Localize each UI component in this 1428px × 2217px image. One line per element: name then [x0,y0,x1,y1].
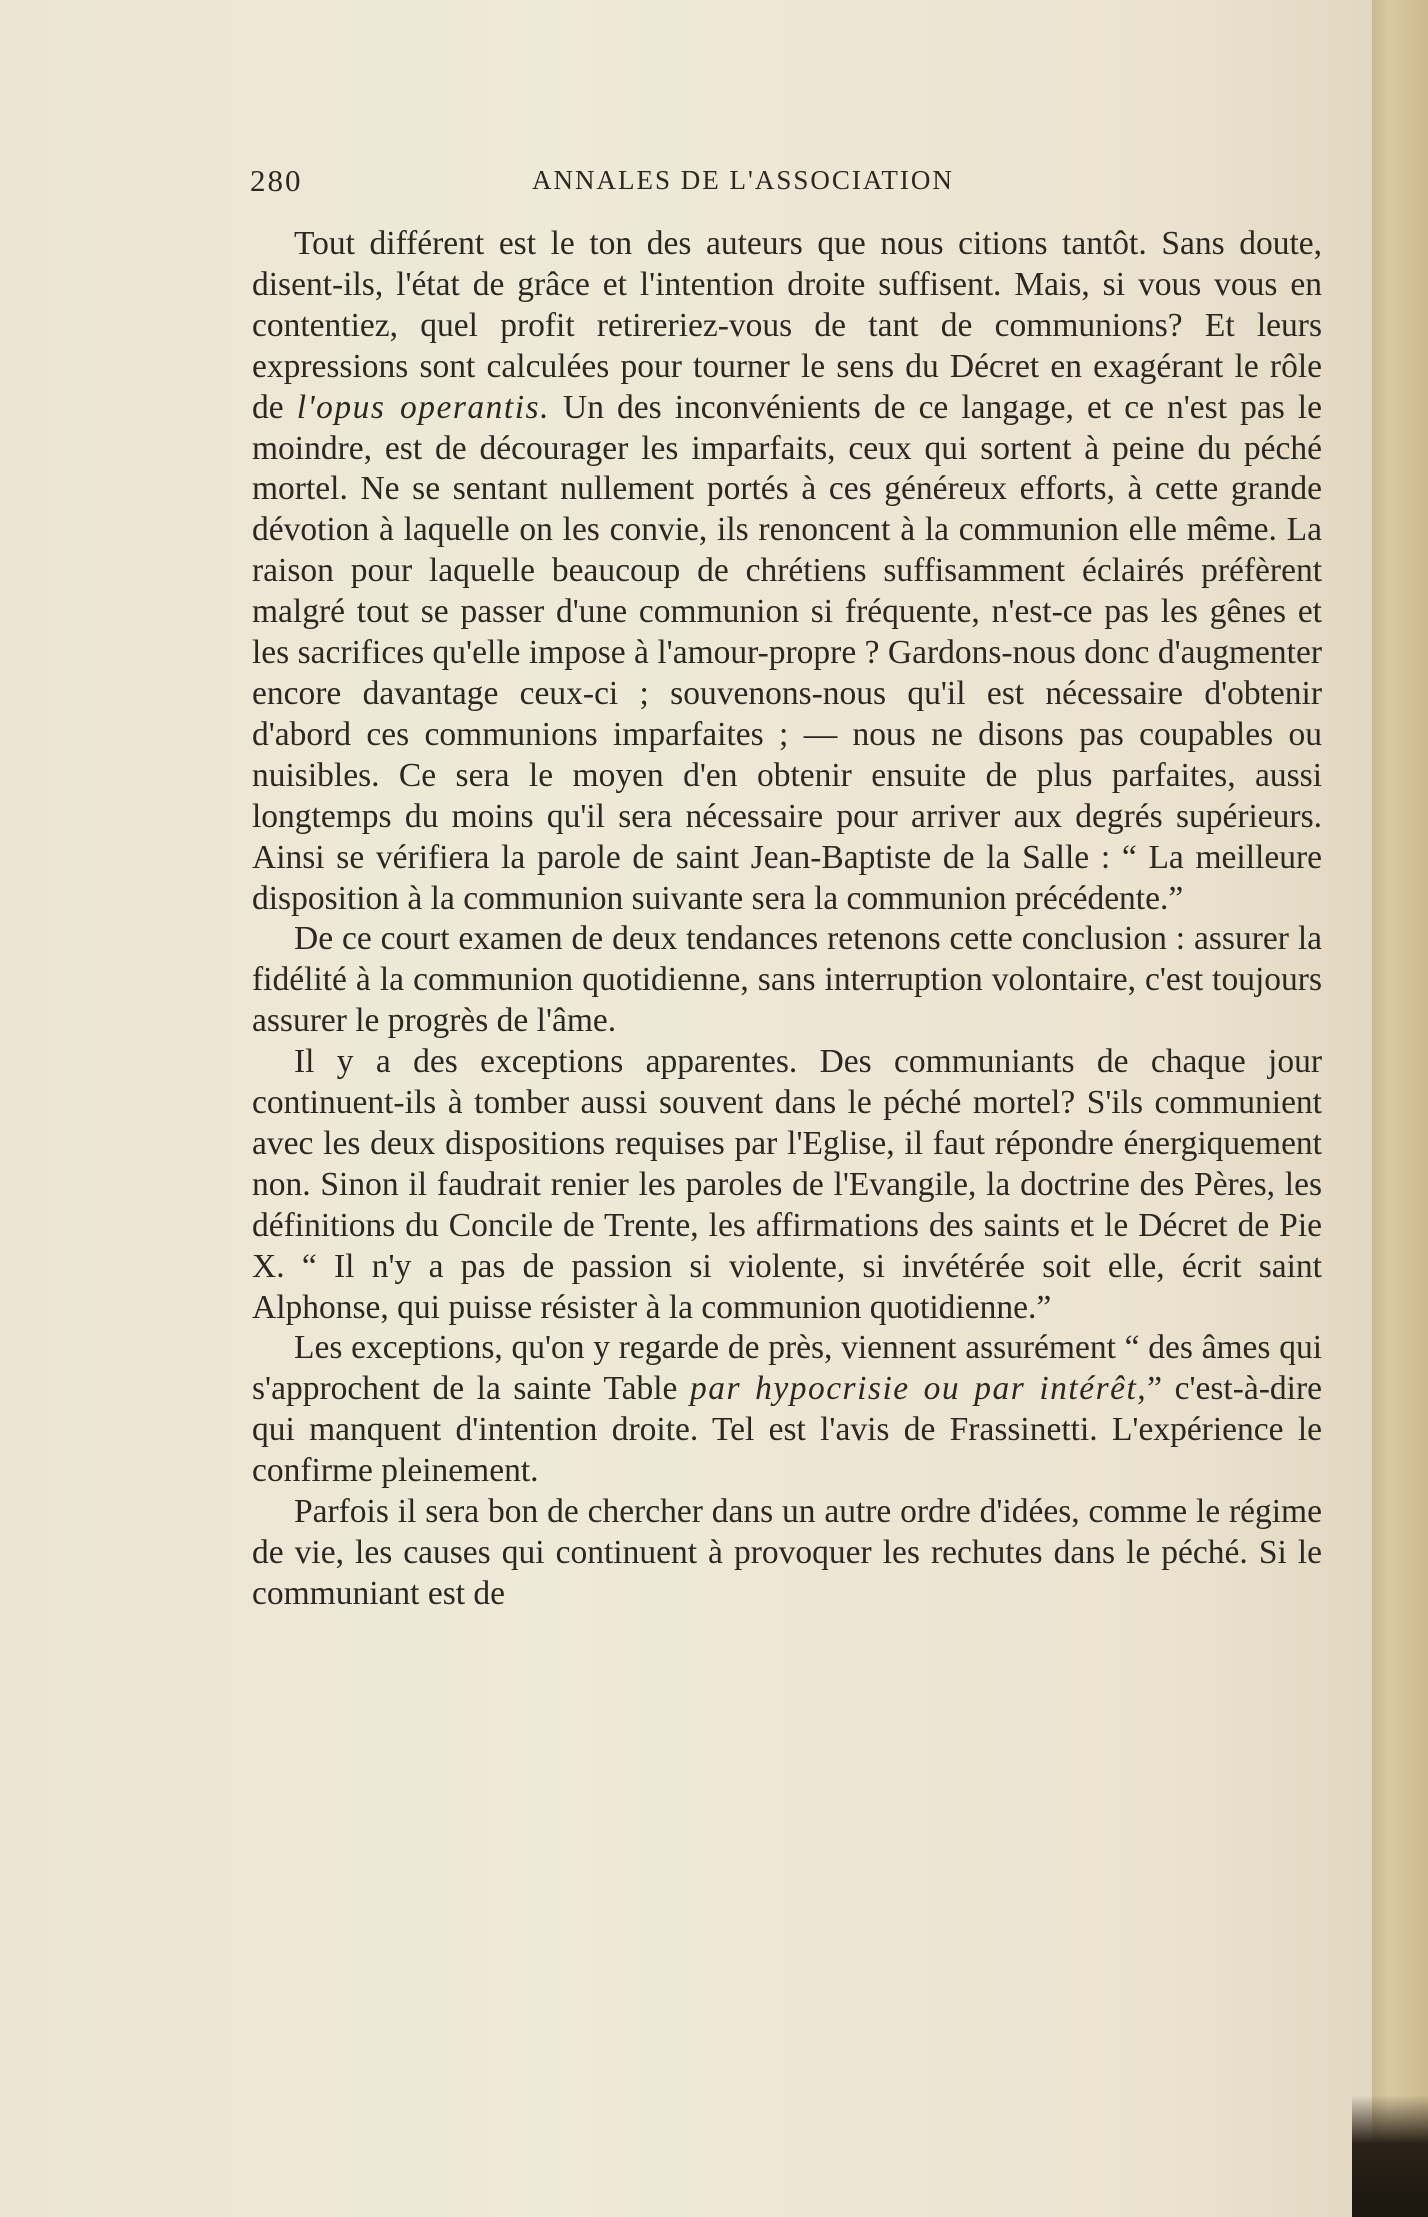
paragraph-1-text-a: Tout différent est le ton des auteurs que nous citions tantôt. Sans doute, disent-ils, l'état de grâce et l'intention droite suffisent. Mais, si vous vous en contentiez, quel profit retireriez-vous de tant de communions? Et leurs expressions sont calculées pour tourner le sens du Décret en exagérant le rôle de [252,225,1322,426]
gutter-shadow [1352,2095,1428,2217]
paragraph-5: Parfois il sera bon de chercher dans un autre ordre d'idées, comme le régime de vie, les causes qui continuent à provoquer les rechutes dans le péché. Si le communiant est de [252,1493,1322,1612]
page-number: 280 [250,163,303,198]
page-header [250,163,1330,203]
paragraph-2: De ce court examen de deux tendances retenons cette conclusion : assurer la fidélité à la communion quotidienne, sans interruption volontaire, c'est toujours assurer le progrès de l'âme. [252,920,1322,1040]
running-title: ANNALES DE L'ASSOCIATION [532,165,954,195]
paragraph-4-text-a: Les exceptions, qu'on y regarde de près, viennent assurément “ des âmes qui s'approchent de la sainte Table [252,1329,1322,1408]
paragraph-4 [252,1328,1322,1492]
paragraph-4-text-b: ” c'est-à-dire qui manquent d'intention droite. Tel est l'avis de Frassinetti. L'expérience le confirme pleinement. [252,1370,1322,1490]
paragraph-1-italic: l'opus operantis. [296,388,550,426]
paragraph-4-italic: par hypocrisie ou par intérêt, [689,1370,1148,1408]
paragraph-1-text-b: Un des inconvénients de ce langage, et ce n'est pas le moindre, est de décourager les imparfaits, ceux qui sortent à peine du péché mortel. Ne se sentant nullement portés à ces généreux efforts, à cette grande dévotion à laquelle on les convie, ils renoncent à la communion elle même. La raison pour laquelle beaucoup de chrétiens suffisamment éclairés préfèrent malgré tout se passer d'une communion si fréquente, n'est-ce pas les gênes et les sacrifices qu'elle impose à l'amour-propre ? Gardons-nous donc d'augmenter encore davantage ceux-ci ; souvenons-nous qu'il est nécessaire d'obtenir d'abord ces communions imparfaites ; — nous ne disons pas coupables ou nuisibles. Ce sera le moyen d'en obtenir ensuite de plus parfaites, aussi longtemps du moins qu'il sera nécessaire pour arriver aux degrés supérieurs. Ainsi se vérifiera la parole de saint Jean-Baptiste de la Salle : “ La meilleure disposition à la communion suivante sera la communion précédente.” [252,388,1322,917]
paragraph-1 [252,224,1322,919]
book-gutter [1372,0,1428,2217]
body-text [252,224,1322,1615]
paragraph-3: Il y a des exceptions apparentes. Des communiants de chaque jour continuent-ils à tomber aussi souvent dans le péché mortel? S'ils communient avec les deux dispositions requises par l'Eglise, il faut répondre énergiquement non. Sinon il faudrait renier les paroles de l'Evangile, la doctrine des Pères, les définitions du Concile de Trente, les affirmations des saints et le Décret de Pie X. “ Il n'y a pas de passion si violente, si invétérée soit elle, écrit saint Alphonse, qui puisse résister à la communion quotidienne.” [252,1043,1322,1326]
